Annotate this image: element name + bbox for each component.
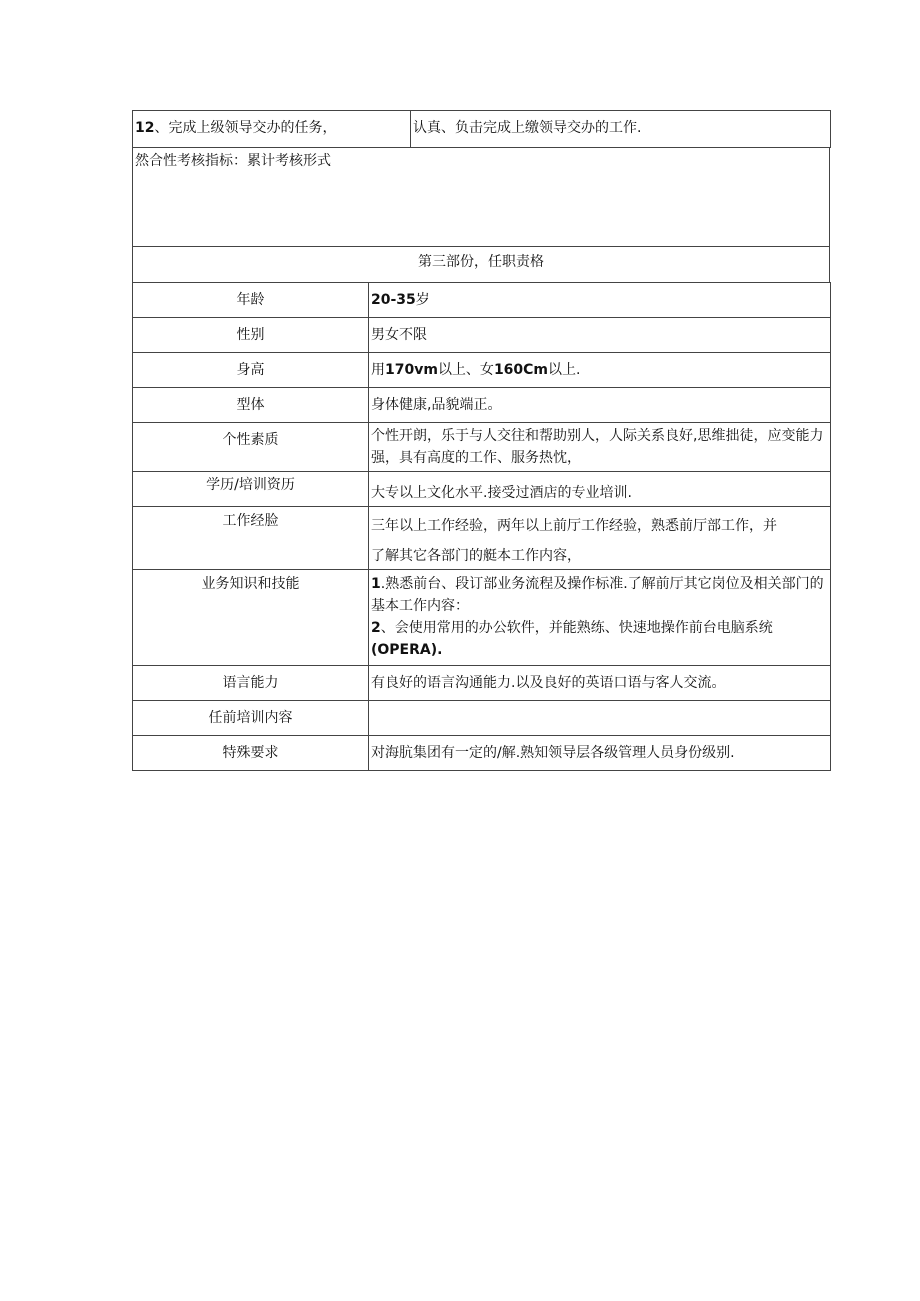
- skills-item-2-number: 2: [371, 620, 381, 636]
- table-row: [133, 666, 831, 701]
- task-left-cell: [133, 111, 411, 148]
- table-row: [133, 507, 831, 570]
- section-title: 第三部份，任职责格: [133, 247, 830, 283]
- row-value-education: 大专以上文化水平.接受过酒店的专业培训.: [369, 472, 831, 507]
- height-suffix: 以上.: [548, 362, 581, 378]
- assessment-table: [132, 147, 830, 283]
- qualification-table: [132, 282, 831, 771]
- task-table: [132, 110, 831, 148]
- table-row: [133, 318, 831, 353]
- row-label-education: 学历/培训资历: [133, 472, 369, 507]
- row-label-height: 身高: [133, 353, 369, 388]
- experience-line-2: 了解其它各部门的艇本工作内容，: [371, 548, 581, 564]
- row-value-age: [369, 283, 831, 318]
- height-middle: 以上、女: [437, 362, 494, 378]
- height-prefix: 用: [371, 362, 385, 378]
- row-label-gender: 性别: [133, 318, 369, 353]
- row-label-experience: 工作经脸: [133, 507, 369, 570]
- skills-item-1-text: .熟悉前台、段订部业务流程及操作标准.了解前厅其它岗位及相关部门的基本工作内容：: [371, 576, 824, 614]
- row-value-language: 有良好的语言沟通能力.以及良好的英语口语与客人交流。: [369, 666, 831, 701]
- row-value-pre-training: [369, 701, 831, 736]
- row-value-experience: [369, 507, 831, 570]
- row-label-personality: 个性素质: [133, 423, 369, 472]
- skills-item-1: [371, 573, 828, 617]
- job-description-table-frame: [132, 110, 830, 771]
- table-row: [133, 353, 831, 388]
- skills-item-2: [371, 617, 828, 661]
- section-row: [133, 247, 830, 283]
- assessment-text: 然合性考核指标：累计考核形式: [133, 148, 830, 247]
- skills-item-1-number: 1: [371, 576, 381, 592]
- row-value-gender: 男女不限: [369, 318, 831, 353]
- male-height: 170vm: [385, 362, 438, 378]
- experience-line-1: 三年以上工作经验，两年以上前厅工作经验，熟悉前厅部工作，并: [371, 518, 777, 534]
- row-value-special: 对海肮集团有一定的/解.熟知领导层各级管理人员身份级别.: [369, 736, 831, 771]
- row-label-language: 语言能力: [133, 666, 369, 701]
- table-row: [133, 701, 831, 736]
- task-number: 12: [135, 120, 155, 136]
- row-label-skills: 业务知识和技能: [133, 570, 369, 666]
- row-label-special: 特殊要求: [133, 736, 369, 771]
- skills-item-2-text: 、会使用常用的办公软件，并能熟练、快速地操作前台电脑系统: [380, 620, 773, 636]
- row-label-age: 年龄: [133, 283, 369, 318]
- row-value-personality: 个性开朗，乐于与人交往和帮助别人，人际关系良好,思维拙徒，应变能力强，具有高度的工作、服务热忱，: [369, 423, 831, 472]
- row-value-skills: [369, 570, 831, 666]
- age-range: 20-35: [371, 292, 416, 308]
- task-left-text: 、完成上级领导交办的任务，: [154, 120, 337, 136]
- row-value-build: 身体健康,品貌端正。: [369, 388, 831, 423]
- assessment-row: [133, 148, 830, 247]
- table-row: [133, 283, 831, 318]
- table-row: [133, 736, 831, 771]
- row-value-height: [369, 353, 831, 388]
- row-label-build: 型体: [133, 388, 369, 423]
- female-height: 160Cm: [493, 362, 549, 378]
- task-row: [133, 111, 831, 148]
- table-row: [133, 472, 831, 507]
- age-unit: 岁: [415, 292, 430, 308]
- task-right-cell: 认真、负击完成上缴领导交办的工作.: [411, 111, 831, 148]
- table-row: [133, 388, 831, 423]
- table-row: [133, 423, 831, 472]
- row-label-pre-training: 任前培训内容: [133, 701, 369, 736]
- skills-item-2-tail: (OPERA).: [371, 642, 443, 658]
- table-row: [133, 570, 831, 666]
